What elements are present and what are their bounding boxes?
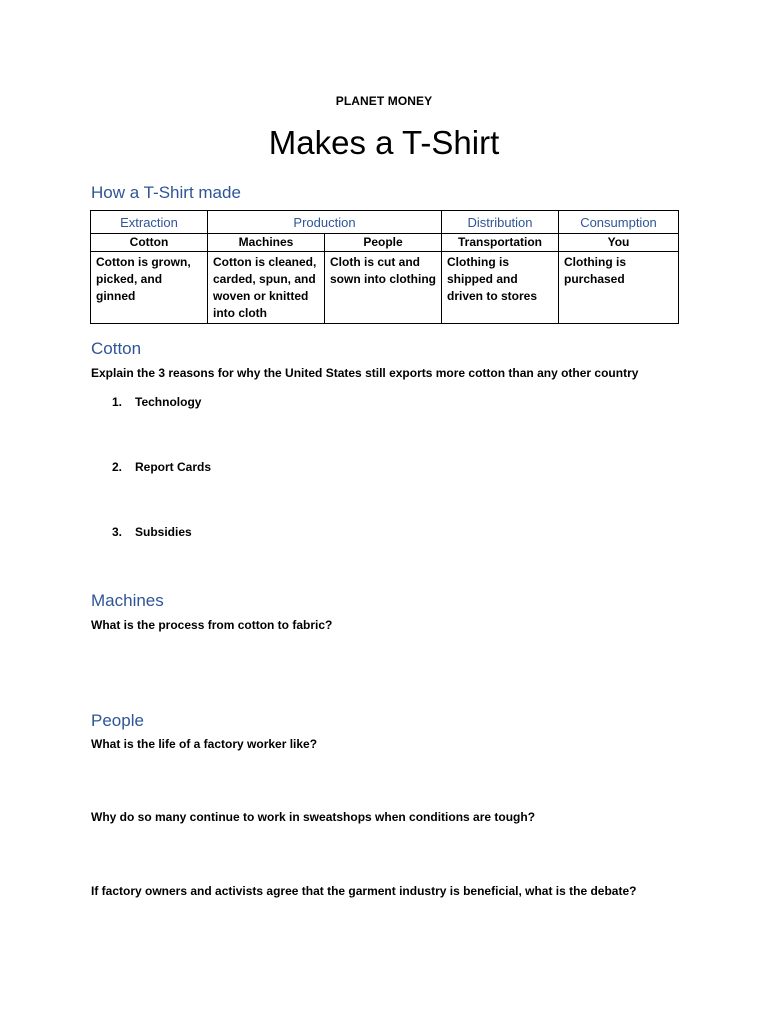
stage-production: Production: [208, 211, 442, 234]
description-you: Clothing is purchased: [559, 252, 679, 324]
description-cotton: Cotton is grown, picked, and ginned: [91, 252, 208, 324]
list-item-label: Report Cards: [135, 460, 212, 474]
people-question-2: Why do so many continue to work in sweatshops when conditions are tough?: [91, 810, 536, 824]
cotton-prompt: Explain the 3 reasons for why the United States still exports more cotton than any other country: [91, 366, 639, 380]
stage-row: [91, 211, 679, 234]
column-people: People: [325, 234, 442, 252]
stage-consumption: Consumption: [559, 211, 679, 234]
stage-extraction: Extraction: [91, 211, 208, 234]
list-item-number: 3.: [112, 525, 123, 539]
section-heading-people: People: [91, 711, 144, 730]
people-question-1: What is the life of a factory worker like?: [91, 737, 318, 751]
column-header-row: [91, 234, 679, 252]
column-transportation: Transportation: [442, 234, 559, 252]
supply-chain-table: [90, 210, 679, 324]
machines-question: What is the process from cotton to fabric?: [91, 618, 333, 632]
description-transportation: Clothing is shipped and driven to stores: [442, 252, 559, 324]
column-cotton: Cotton: [91, 234, 208, 252]
section-heading-machines: Machines: [91, 591, 164, 610]
list-item-number: 1.: [112, 395, 123, 409]
list-item-number: 2.: [112, 460, 123, 474]
document-title: Makes a T-Shirt: [268, 124, 500, 161]
description-people: Cloth is cut and sown into clothing: [325, 252, 442, 324]
description-row: [91, 252, 679, 324]
column-machines: Machines: [208, 234, 325, 252]
list-item-label: Subsidies: [135, 525, 192, 539]
column-you: You: [559, 234, 679, 252]
description-machines: Cotton is cleaned, carded, spun, and woven or knitted into cloth: [208, 252, 325, 324]
section-heading-cotton: Cotton: [91, 339, 142, 358]
stage-distribution: Distribution: [442, 211, 559, 234]
document-kicker: PLANET MONEY: [335, 94, 433, 108]
people-question-3: If factory owners and activists agree that the garment industry is beneficial, what is the debate?: [91, 884, 637, 898]
section-heading-how-made: How a T-Shirt made: [91, 183, 241, 202]
list-item-label: Technology: [135, 395, 202, 409]
